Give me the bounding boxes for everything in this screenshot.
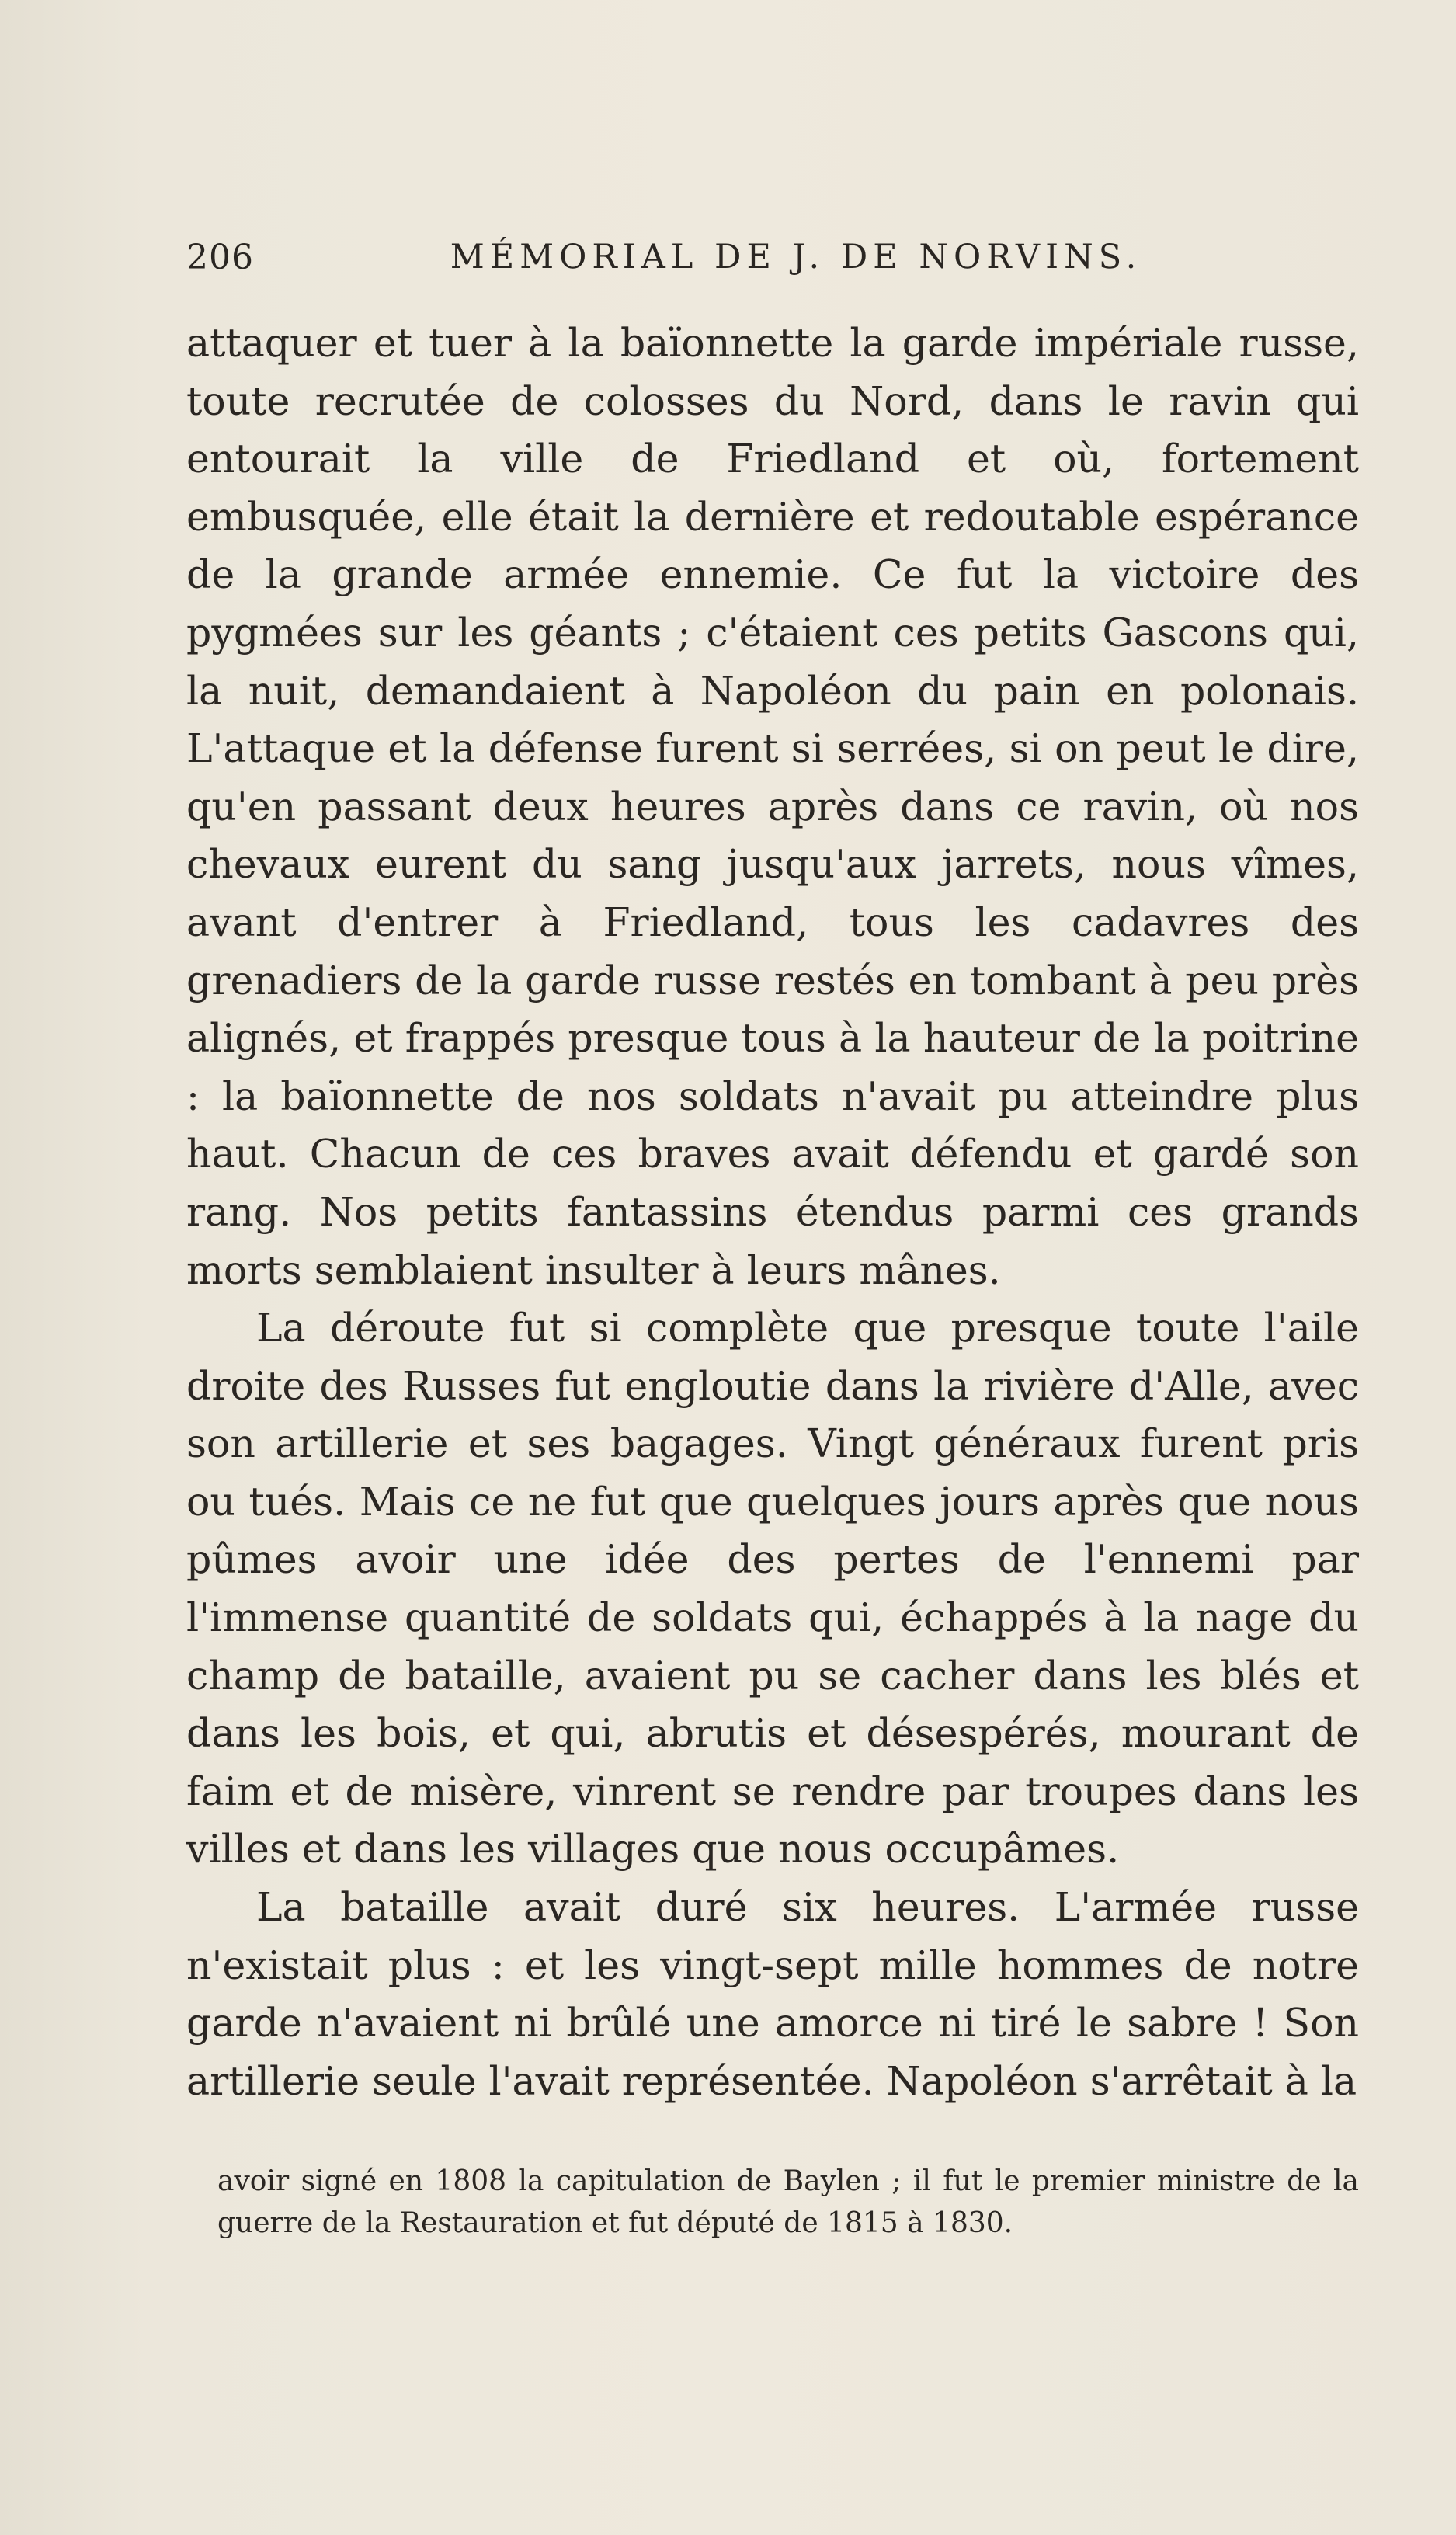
paragraph-1: attaquer et tuer à la baïonnette la garde impériale russe, toute recrutée de colosses du Nord, dans le ravin qui entourait la ville de Friedland et où, fortement embusquée, elle était la dernière et redoutable espérance de la grande armée ennemie. Ce fut la victoire des pygmées sur les géants ; c'étaient ces petits Gascons qui, la nuit, demandaient à Napoléon du pain en polonais. L'attaque et la défense furent si serrées, si on peut le dire, qu'en passant deux heures après dans ce ravin, où nos chevaux eurent du sang jusqu'aux jarrets, nous vîmes, avant d'entrer à Friedland, tous les cadavres des grenadiers de la garde russe restés en tombant à peu près alignés, et frappés presque tous à la hauteur de la poitrine : la baïonnette de nos soldats n'avait pu atteindre plus haut. Chacun de ces braves avait défendu et gardé son rang. Nos petits fantassins étendus parmi ces grands morts semblaient insulter à leurs mânes. [186, 320, 1359, 1293]
body-text [186, 315, 1359, 2110]
page-header [186, 238, 1359, 292]
paragraph-3: La bataille avait duré six heures. L'armée russe n'existait plus : et les vingt-sept mille hommes de notre garde n'avaient ni brûlé une amorce ni tiré le sabre ! Son artillerie seule l'avait représentée. Napoléon s'arrêtait à la [186, 1884, 1359, 2104]
page-number: 206 [186, 238, 254, 277]
footnote: avoir signé en 1808 la capitulation de Baylen ; il fut le premier ministre de la guerre de la Restauration et fut député de 1815 à 1830. [217, 2165, 1359, 2239]
running-head: MÉMORIAL DE J. DE NORVINS. [450, 238, 1142, 276]
paragraph-2: La déroute fut si complète que presque toute l'aile droite des Russes fut engloutie dans la rivière d'Alle, avec son artillerie et ses bagages. Vingt généraux furent pris ou tués. Mais ce ne fut que quelques jours après que nous pûmes avoir une idée des pertes de l'ennemi par l'immense quantité de soldats qui, échappés à la nage du champ de bataille, avaient pu se cacher dans les blés et dans les bois, et qui, abrutis et désespérés, mourant de faim et de misère, vinrent se rendre par troupes dans les villes et dans les villages que nous occupâmes. [186, 1305, 1359, 1873]
